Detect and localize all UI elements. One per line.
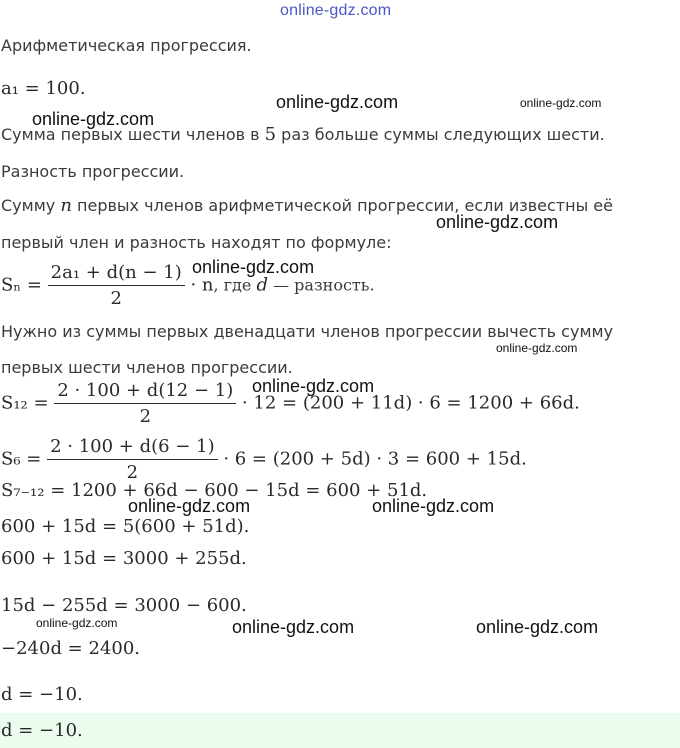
answer-value: d = −10.	[1, 720, 83, 741]
watermark: online-gdz.com	[496, 341, 578, 355]
watermark: online-gdz.com	[276, 92, 399, 112]
formula-s7-12: S₇₋₁₂ = 1200 + 66d − 600 − 15d = 600 + 51d.	[1, 480, 428, 501]
watermark: online-gdz.com	[436, 212, 559, 232]
equation-4: −240d = 2400.	[1, 638, 141, 659]
line-method-cont: первых шести членов прогрессии.	[1, 358, 293, 377]
watermark: online-gdz.com	[32, 109, 155, 129]
site-header-link[interactable]: online-gdz.com	[280, 2, 392, 19]
equation-2: 600 + 15d = 3000 + 255d.	[1, 548, 247, 569]
equation-3: 15d − 255d = 3000 − 600.	[1, 595, 247, 616]
line-find-difference: Разность прогрессии.	[1, 162, 185, 181]
watermark: online-gdz.com	[476, 617, 599, 637]
watermark: online-gdz.com	[252, 376, 375, 396]
watermark: online-gdz.com	[232, 617, 355, 637]
watermark: online-gdz.com	[520, 96, 602, 110]
answer-box	[0, 713, 680, 748]
watermark: online-gdz.com	[128, 496, 251, 516]
watermark: online-gdz.com	[192, 257, 315, 277]
equation-1: 600 + 15d = 5(600 + 51d).	[1, 516, 250, 537]
watermark: online-gdz.com	[36, 616, 118, 630]
watermark: online-gdz.com	[372, 496, 495, 516]
line-method: Нужно из суммы первых двенадцати членов прогрессии вычесть сумму	[1, 322, 614, 341]
formula-first-term: a₁ = 100.	[1, 78, 86, 99]
line-formula-intro: первый член и разность находят по формуле:	[1, 233, 392, 252]
formula-s6: S₆ = $\frac{2 \cdot 100 + d(6 - 1)}{2}$ · 6 = (200 + 5d) · 3 = 600 + 15d.	[1, 436, 527, 483]
equation-5: d = −10.	[1, 684, 83, 705]
line-sum-explanation: Сумму n первых членов арифметической прогрессии, если известны её	[1, 195, 613, 216]
formula-sum: Sₙ = $\frac{\text{2a₁ + d(n − 1)}}{2}$ · n, где d — разность.	[1, 262, 375, 309]
line-condition: Сумма первых шести членов в 5 раз больше суммы следующих шести.	[1, 124, 605, 145]
formula-s12: S₁₂ = $\frac{2 \cdot 100 + d(12 - 1)}{2}$ · 12 = (200 + 11d) · 6 = 1200 + 66d.	[1, 380, 580, 427]
line-progression-type: Арифметическая прогрессия.	[1, 36, 252, 55]
